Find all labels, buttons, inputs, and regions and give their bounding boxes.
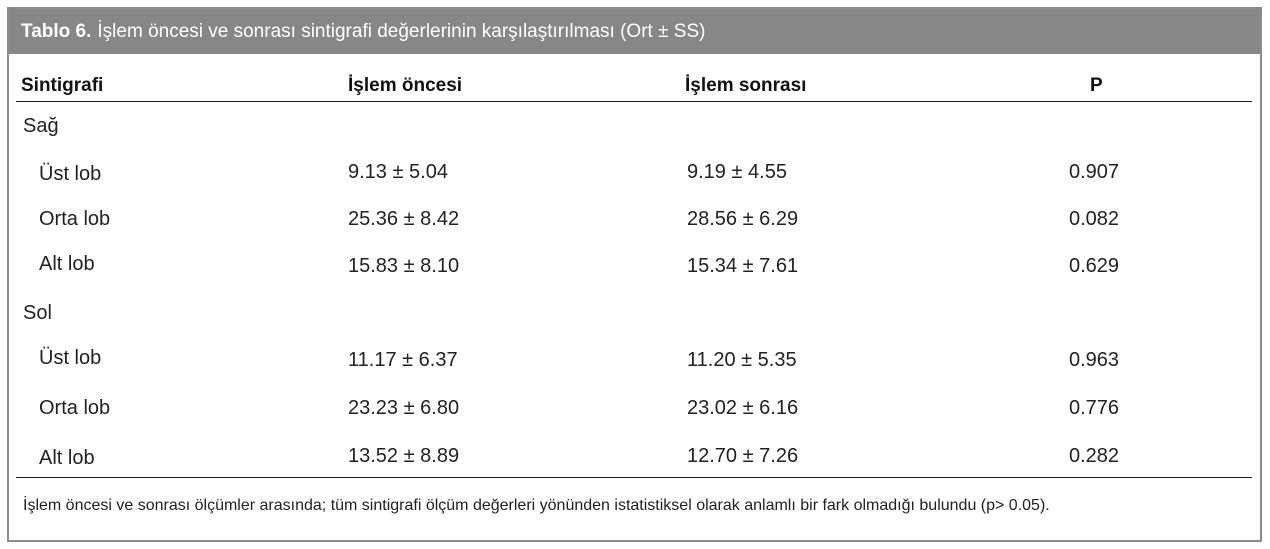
row-label: Üst lob	[39, 347, 102, 369]
table-title: İşlem öncesi ve sonrası sintigrafi değerlerinin karşılaştırılması (Ort ± SS)	[97, 20, 706, 42]
row-post-value: 23.02 ± 6.16	[687, 397, 799, 419]
header-pre: İşlem öncesi	[348, 75, 463, 96]
comparison-table	[7, 7, 1262, 542]
group-label-left: Sol	[23, 302, 52, 324]
row-pre-value: 11.17 ± 6.37	[348, 349, 458, 371]
row-pre-value: 9.13 ± 5.04	[348, 161, 448, 183]
row-post-value: 28.56 ± 6.29	[687, 208, 799, 230]
row-pre-value: 23.23 ± 6.80	[348, 397, 460, 419]
row-post-value: 9.19 ± 4.55	[687, 161, 787, 183]
row-label: Orta lob	[39, 397, 111, 419]
row-p-value: 0.082	[1069, 208, 1120, 230]
row-label: Üst lob	[39, 163, 102, 185]
bottom-rule	[16, 477, 1252, 478]
row-pre-value: 15.83 ± 8.10	[348, 255, 460, 277]
header-rule	[16, 101, 1252, 102]
row-post-value: 11.20 ± 5.35	[687, 349, 797, 371]
header-post: İşlem sonrası	[685, 75, 807, 96]
row-label: Orta lob	[39, 208, 111, 230]
header-sintigrafi: Sintigrafi	[21, 75, 104, 96]
row-p-value: 0.963	[1069, 349, 1120, 371]
table-number: Tablo 6.	[21, 20, 92, 42]
header-p: P	[1090, 75, 1103, 96]
row-label: Alt lob	[39, 253, 95, 275]
row-p-value: 0.629	[1069, 255, 1120, 277]
row-post-value: 15.34 ± 7.61	[687, 255, 799, 277]
row-label: Alt lob	[39, 447, 95, 469]
group-label-right: Sağ	[23, 115, 59, 137]
row-p-value: 0.776	[1069, 397, 1120, 419]
row-p-value: 0.907	[1069, 161, 1120, 183]
row-pre-value: 13.52 ± 8.89	[348, 445, 460, 467]
row-post-value: 12.70 ± 7.26	[687, 445, 799, 467]
table-footnote: İşlem öncesi ve sonrası ölçümler arasında; tüm sintigrafi ölçüm değerleri yönünden istatistiksel olarak anlamlı bir fark olmadığı bulundu (p> 0.05).	[23, 497, 1050, 514]
table-title-bar	[9, 9, 1260, 54]
row-p-value: 0.282	[1069, 445, 1120, 467]
row-pre-value: 25.36 ± 8.42	[348, 208, 460, 230]
